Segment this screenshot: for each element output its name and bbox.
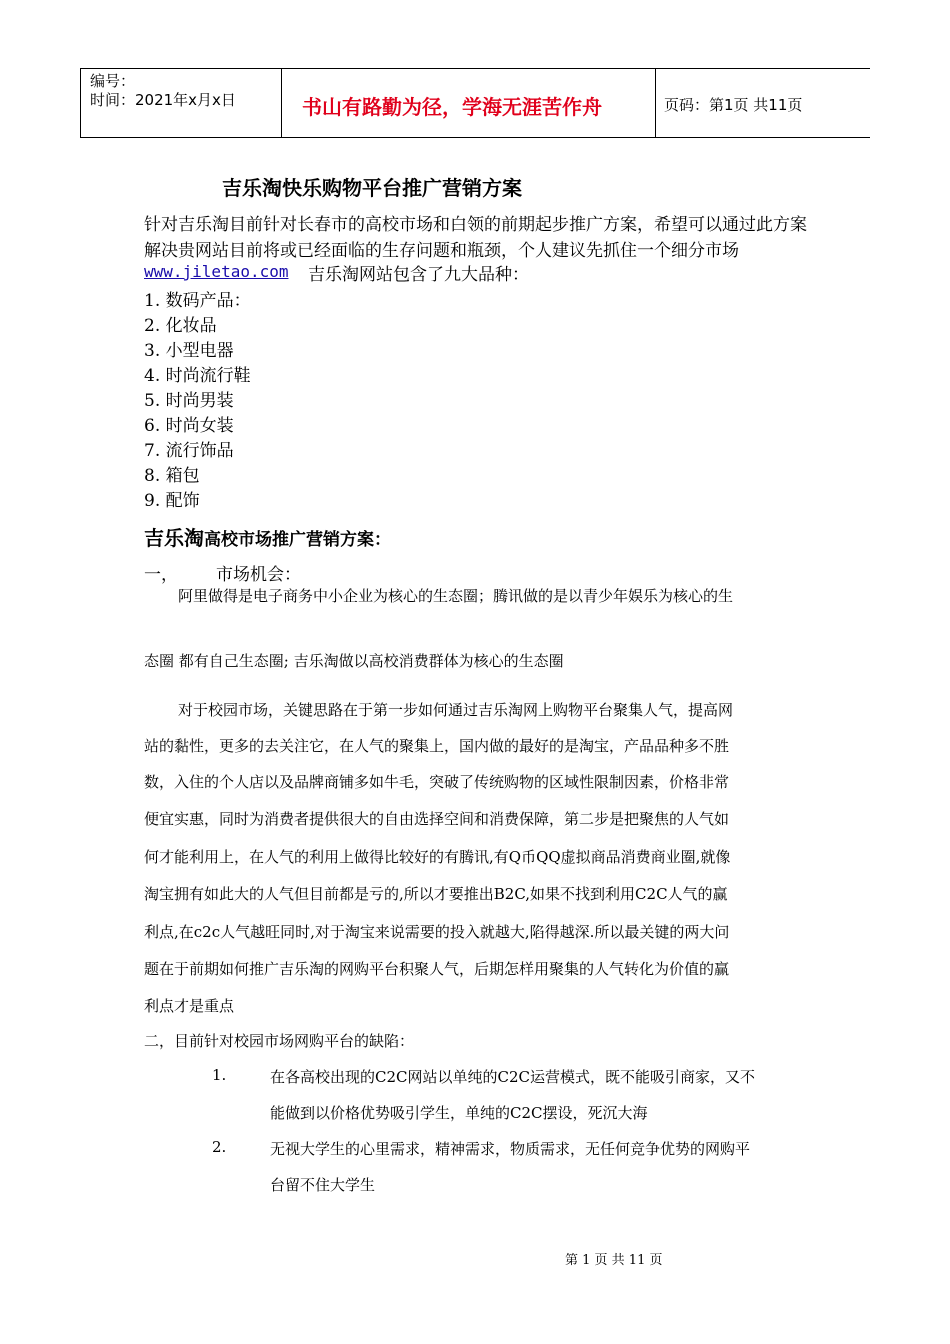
paragraph-line: 站的黏性，更多的去关注它，在人气的聚集上，国内做的最好的是淘宝，产品品种多不胜 xyxy=(144,737,730,755)
list-item-number: 1. xyxy=(212,1066,227,1084)
list-item: 台留不住大学生 xyxy=(270,1176,376,1194)
part1-heading: 市场机会： xyxy=(216,565,301,585)
paragraph-line: 便宜实惠，同时为消费者提供很大的自由选择空间和消费保障，第二步是把聚焦的人气如 xyxy=(144,810,730,828)
list-item: 6. 时尚女装 xyxy=(144,416,234,436)
page-info: 页码：第1页 共11页 xyxy=(664,96,803,114)
list-item: 9. 配饰 xyxy=(144,491,200,511)
list-item: 7. 流行饰品 xyxy=(144,441,234,461)
paragraph-line: 态圈 都有自己生态圈; 吉乐淘做以高校消费群体为核心的生态圈 xyxy=(144,652,564,670)
list-item: 能做到以价格优势吸引学生，单纯的C2C摆设，死沉大海 xyxy=(270,1104,648,1122)
list-item: 2. 化妆品 xyxy=(144,316,217,336)
paragraph-line: 题在于前期如何推广吉乐淘的网购平台积聚人气，后期怎样用聚集的人气转化为价值的赢 xyxy=(144,960,730,978)
paragraph-line: 利点,在c2c人气越旺同时,对于淘宝来说需要的投入就越大,陷得越深.所以最关键的两大问 xyxy=(144,923,730,941)
section-heading xyxy=(144,522,391,551)
section-heading-text: 高校市场推广营销方案： xyxy=(204,530,391,550)
time-label: 时间：2021年x月x日 xyxy=(90,91,236,109)
list-item: 4. 时尚流行鞋 xyxy=(144,366,251,386)
paragraph-line: 数，入住的个人店以及品牌商铺多如牛毛，突破了传统购物的区域性限制因素，价格非常 xyxy=(144,773,730,791)
header-divider xyxy=(80,69,81,137)
paragraph-line: 对于校园市场，关键思路在于第一步如何通过吉乐淘网上购物平台聚集人气，提高网 xyxy=(178,701,734,719)
page-footer: 第 1 页 共 11 页 xyxy=(565,1253,663,1268)
motto: 书山有路勤为径，学海无涯苦作舟 xyxy=(302,95,602,119)
list-item: 5. 时尚男装 xyxy=(144,391,234,411)
list-item: 8. 箱包 xyxy=(144,466,200,486)
website-link[interactable]: www.jiletao.com xyxy=(144,262,289,281)
document-title: 吉乐淘快乐购物平台推广营销方案 xyxy=(222,176,522,200)
intro-line: 解决贵网站目前将或已经面临的生存问题和瓶颈，个人建议先抓住一个细分市场 xyxy=(144,241,739,261)
intro-line: 吉乐淘网站包含了九大品种： xyxy=(308,265,529,285)
part2-heading: 二，目前针对校园市场网购平台的缺陷： xyxy=(144,1032,415,1050)
list-item: 1. 数码产品： xyxy=(144,291,251,311)
number-label: 编号： xyxy=(90,72,136,90)
paragraph-line: 何才能利用上，在人气的利用上做得比较好的有腾讯,有Q币QQ虚拟商品消费商业圈,就像 xyxy=(144,848,731,866)
header-divider xyxy=(655,69,656,137)
paragraph-line: 淘宝拥有如此大的人气但目前都是亏的,所以才要推出B2C,如果不找到利用C2C人气的赢 xyxy=(144,885,728,903)
intro-line: 针对吉乐淘目前针对长春市的高校市场和白领的前期起步推广方案，希望可以通过此方案 xyxy=(144,215,807,235)
list-item: 在各高校出现的C2C网站以单纯的C2C运营模式，既不能吸引商家，又不 xyxy=(270,1068,755,1086)
list-item: 3. 小型电器 xyxy=(144,341,234,361)
header-divider xyxy=(281,69,282,137)
section-heading-brand: 吉乐淘 xyxy=(144,526,204,550)
part1-number: 一， xyxy=(144,565,178,585)
paragraph-line: 利点才是重点 xyxy=(144,997,235,1015)
list-item-number: 2. xyxy=(212,1138,227,1156)
header-table xyxy=(80,68,870,138)
list-item: 无视大学生的心里需求，精神需求，物质需求，无任何竞争优势的网购平 xyxy=(270,1140,751,1158)
paragraph-line: 阿里做得是电子商务中小企业为核心的生态圈；腾讯做的是以青少年娱乐为核心的生 xyxy=(178,587,734,605)
